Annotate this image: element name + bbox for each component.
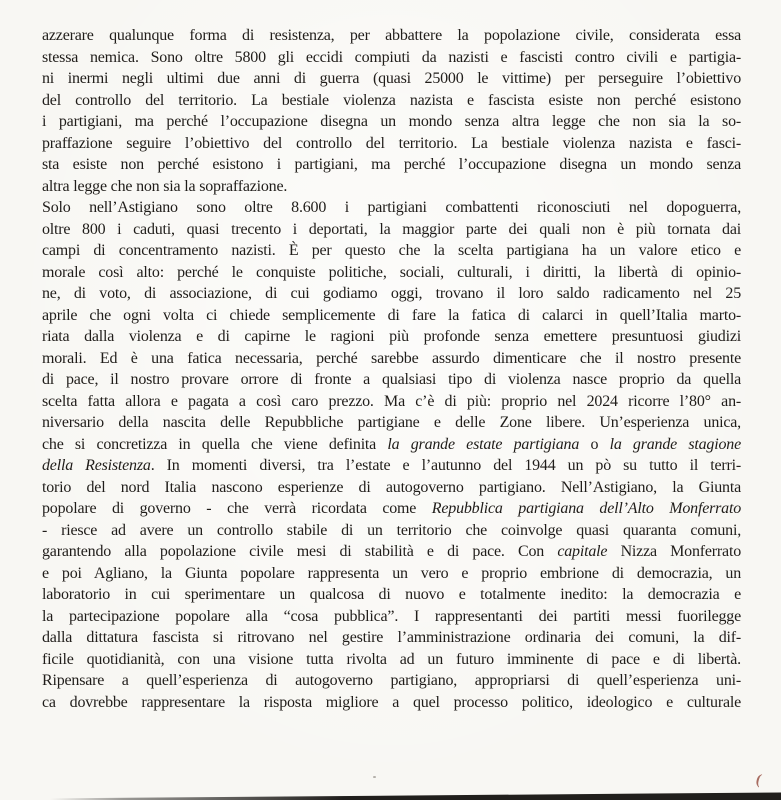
- text-line: [42, 369, 741, 391]
- text-segment: i partigiani, ma perché l’occupazione disegna un mondo senza altra legge che non sia la so-: [42, 113, 741, 130]
- text-segment: morale così alto: perché le conquiste politiche, sociali, culturali, i diritti, la libertà di opinio-: [42, 263, 741, 281]
- text-segment: oltre 800 i caduti, quasi trecento i deportati, la maggior parte dei quali non è più tornata dai: [42, 220, 741, 238]
- text-line: [42, 326, 741, 348]
- text-line: [42, 391, 741, 413]
- text-line: [42, 262, 741, 284]
- text-segment: di pace, il nostro provare orrore di fronte a qualsiasi tipo di violenza nasce proprio da quella: [42, 371, 741, 388]
- text-segment: ni inermi negli ultimi due anni di guerra (quasi 25000 le vittime) per perseguire l’obiettivo: [42, 70, 741, 87]
- text-segment: ca dovrebbe rappresentare la risposta migliore a quel processo politico, ideologico e culturale: [42, 693, 741, 711]
- text-segment: praffazione seguire l’obiettivo del controllo del territorio. La bestiale violenza nazista e fasci-: [42, 134, 741, 152]
- text-segment: stessa nemica. Sono oltre 5800 gli eccidi compiuti da nazisti e fascisti contro civili e partigia-: [42, 48, 741, 66]
- text-line: [42, 219, 741, 241]
- text-segment: o: [579, 435, 610, 453]
- text-line: [42, 111, 741, 133]
- text-line: [42, 477, 741, 499]
- text-line: [42, 606, 741, 628]
- text-segment: popolare di governo - che verrà ricordata come: [42, 500, 432, 517]
- text-segment: garantendo alla popolazione civile mesi di stabilità e di pace. Con: [42, 543, 558, 560]
- text-line: [42, 649, 741, 671]
- text-segment: che si concretizza in quella che viene definita: [42, 435, 388, 453]
- text-segment: torio del nord Italia nascono esperienze di autogoverno partigiano. Nell’Astigiano, la Giunta: [42, 478, 741, 496]
- text-segment: laboratorio in cui sperimentare un qualcosa di nuovo e totalmente inedito: la democrazia e: [42, 586, 741, 603]
- scan-dust-speck: [373, 776, 376, 778]
- text-line: [42, 68, 741, 90]
- text-segment: e poi Agliano, la Giunta popolare rappresenta un vero e proprio embrione di democrazia, un: [42, 564, 741, 582]
- text-line: [42, 25, 741, 47]
- text-line: [42, 176, 741, 198]
- text-segment: sta esiste non perché esistono i partigiani, ma perché l’occupazione disegna un mondo senza: [42, 156, 741, 173]
- text-line: [42, 283, 741, 305]
- italic-text-segment: la grande stagione: [609, 435, 741, 453]
- text-line: [42, 627, 741, 649]
- italic-text-segment: la grande estate partigiana: [387, 435, 580, 453]
- scan-page-edge-shadow: [50, 792, 781, 800]
- text-segment: scelta fatta allora e pagata a così caro prezzo. Ma c’è di più: proprio nel 2024 ricorre l’80° an-: [42, 392, 741, 410]
- text-line: [42, 520, 741, 542]
- text-segment: azzerare qualunque forma di resistenza, per abbattere la popolazione civile, considerata essa: [42, 27, 741, 44]
- text-line: [42, 563, 741, 585]
- text-segment: . In momenti diversi, tra l’estate e l’autunno del 1944 un pò su tutto il terri-: [150, 457, 741, 474]
- text-segment: dalla dittatura fascista si ritrovano nel gestire l’amministrazione ordinaria dei comuni, la dif-: [42, 629, 741, 646]
- text-line: [42, 90, 741, 112]
- body-text-block: [42, 25, 741, 713]
- text-line: [42, 455, 741, 477]
- text-line: [42, 498, 741, 520]
- text-line: [42, 240, 741, 262]
- text-line: [42, 348, 741, 370]
- text-line: [42, 197, 741, 219]
- text-segment: campi di concentramento nazisti. È per questo che la scelta partigiana ha un valore etico e: [42, 242, 741, 259]
- text-line: [42, 133, 741, 155]
- text-line: [42, 434, 741, 456]
- text-segment: Solo nell’Astigiano sono oltre 8.600 i partigiani combattenti riconosciuti nel dopoguerra,: [42, 199, 741, 216]
- text-segment: niversario della nascita delle Repubbliche partigiane e delle Zone libere. Un’esperienza unica,: [42, 414, 741, 431]
- text-segment: ficile quotidianità, con una visione tutta rivolta ad un futuro imminente di pace e di libertà.: [42, 650, 741, 668]
- italic-text-segment: della Resistenza: [42, 457, 151, 474]
- text-segment: Nizza Monferrato: [607, 543, 742, 560]
- text-line: [42, 670, 741, 692]
- text-segment: riata dalla violenza e di capirne le ragioni più profonde senza emettere presuntuosi giudizi: [42, 328, 741, 345]
- text-line: [42, 305, 741, 327]
- text-line: [42, 692, 741, 714]
- text-line: [42, 584, 741, 606]
- text-segment: altra legge che non sia la sopraffazione.: [42, 177, 288, 195]
- text-segment: morali. Ed è una fatica necessaria, perché sarebbe assurdo dimenticare che il nostro presente: [42, 349, 741, 367]
- text-line: [42, 47, 741, 69]
- text-line: [42, 412, 741, 434]
- text-segment: ne, di voto, di associazione, di cui godiamo oggi, trovano il loro saldo radicamento nel 25: [42, 285, 741, 302]
- italic-text-segment: capitale: [557, 543, 608, 560]
- text-segment: aprile che ogni volta ci chiede semplicemente di fare la fatica di calarci in quell’Italia marto-: [42, 306, 741, 324]
- text-line: [42, 541, 741, 563]
- text-line: [42, 154, 741, 176]
- red-pen-mark: (: [754, 771, 763, 789]
- text-segment: la partecipazione popolare alla “cosa pubblica”. I rappresentanti dei partiti messi fuorilegge: [42, 607, 741, 625]
- text-segment: Ripensare a quell’esperienza di autogoverno partigiano, appropriarsi di quell’esperienza uni-: [42, 672, 741, 689]
- italic-text-segment: Repubblica partigiana dell’Alto Monferrato: [431, 500, 742, 517]
- text-segment: - riesce ad avere un controllo stabile di un territorio che coinvolge quasi quaranta comuni,: [42, 521, 741, 539]
- text-segment: del controllo del territorio. La bestiale violenza nazista e fascista esiste non perché esistono: [42, 91, 741, 109]
